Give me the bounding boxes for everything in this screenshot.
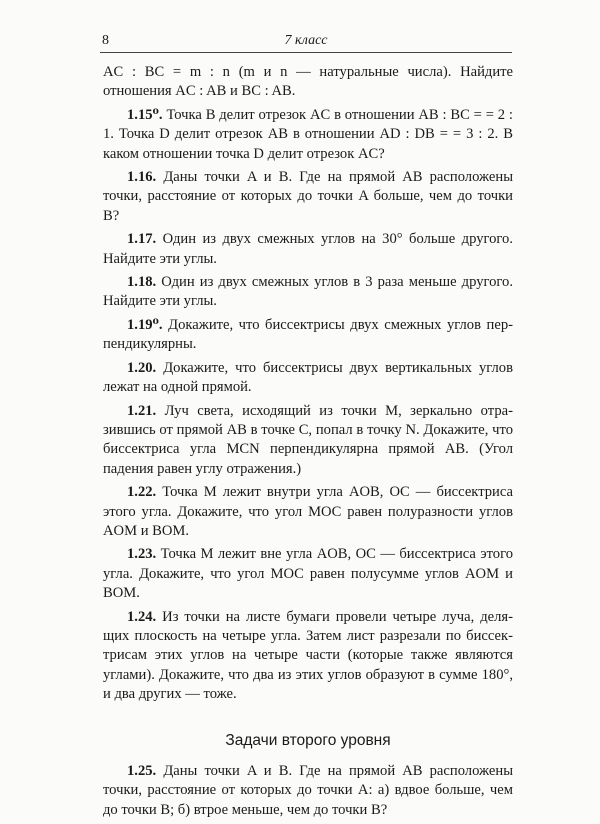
section-title: Задачи второго уровня [225,731,391,749]
problem-1-17 [103,230,513,269]
problem-number: 1.15⁰. [127,106,163,123]
problem-number: 1.20. [127,359,157,376]
problem-text: Точка M лежит внутри угла AOB, OC — биссектриса этого угла. Докажите, что угол MOC равен полуразности углов AOM и BOM. [103,484,513,539]
problem-1-19 [103,316,513,355]
problem-number: 1.22. [127,484,157,501]
problem-number: 1.23. [127,546,157,563]
problem-text: Докажите, что биссектрисы двух вертикальных углов лежат на одной прямой. [103,359,513,396]
problem-text: Один из двух смежных углов в 3 раза меньше другого. Найдите эти углы. [103,274,513,310]
problem-number: 1.21. [127,402,157,419]
problem-number: 1.19⁰. [127,316,163,333]
problem-number: 1.25. [127,763,157,779]
problem-text: Один из двух смежных углов на 30° больше другого. Найдите эти углы. [103,231,513,267]
problem-number: 1.18. [127,274,157,291]
problem-number: 1.24. [127,608,157,625]
problem-text: Точка B делит отрезок AC в отношении AB : BC = = 2 : 1. Точка D делит отрезок AB в отношении AD : DB = = 3 : 2. В каком отношении точка D делит отрезок AC? [103,106,513,162]
problem-text: Даны точки A и B. Где на прямой AB расположены точки, расстояние от которых до точки A: а) вдвое больше, чем до точки B; б) втрое меньше, чем до точки B? [103,763,513,818]
problem-text: Луч света, исходящий из точки M, зеркально отразившись от прямой AB в точке C, попал в точку N. Докажите, что биссектриса угла MCN перпендикулярна прямой AB. (Угол падения равен углу отражения.) [103,402,513,477]
problem-1-24 [103,608,513,705]
page-number: 8 [102,33,109,48]
problem-text: Даны точки A и B. Где на прямой AB расположены точки, расстояние от которых до точки A больше, чем до точки B? [103,169,513,224]
problem-number: 1.17. [127,231,157,248]
problem-text: Из точки на листе бумаги провели четыре луча, делящих плоскость на четыре угла. Затем лист разрезали по биссектрисам этих углов на четыре части (которые также являются углами). Докажите, что два из этих углов образуют в сумме 180°, и два других — тоже. [103,608,513,703]
running-title: 7 класс [284,33,328,48]
problem-1-15 [103,106,513,164]
problem-1-20 [103,359,513,398]
problem-continuation [103,63,513,102]
problem-1-21 [103,402,513,480]
page-body [103,63,513,824]
problem-1-22 [103,483,513,541]
problem-number: 1.16. [127,169,157,186]
problem-1-16 [103,168,513,226]
problem-1-18 [103,273,513,312]
page-header [100,30,512,53]
problem-1-25 [103,762,513,820]
problem-text: Докажите, что биссектрисы двух смежных углов перпендикулярны. [103,316,513,353]
problem-text: Точка M лежит вне угла AOB, OC — биссектриса этого угла. Докажите, что угол MOC равен полусумме углов AOM и BOM. [103,546,513,602]
problem-1-23 [103,545,513,603]
problem-text: AC : BC = m : n (m и n — натуральные числа). Найдите отношения AC : AB и BC : AB. [103,64,513,100]
